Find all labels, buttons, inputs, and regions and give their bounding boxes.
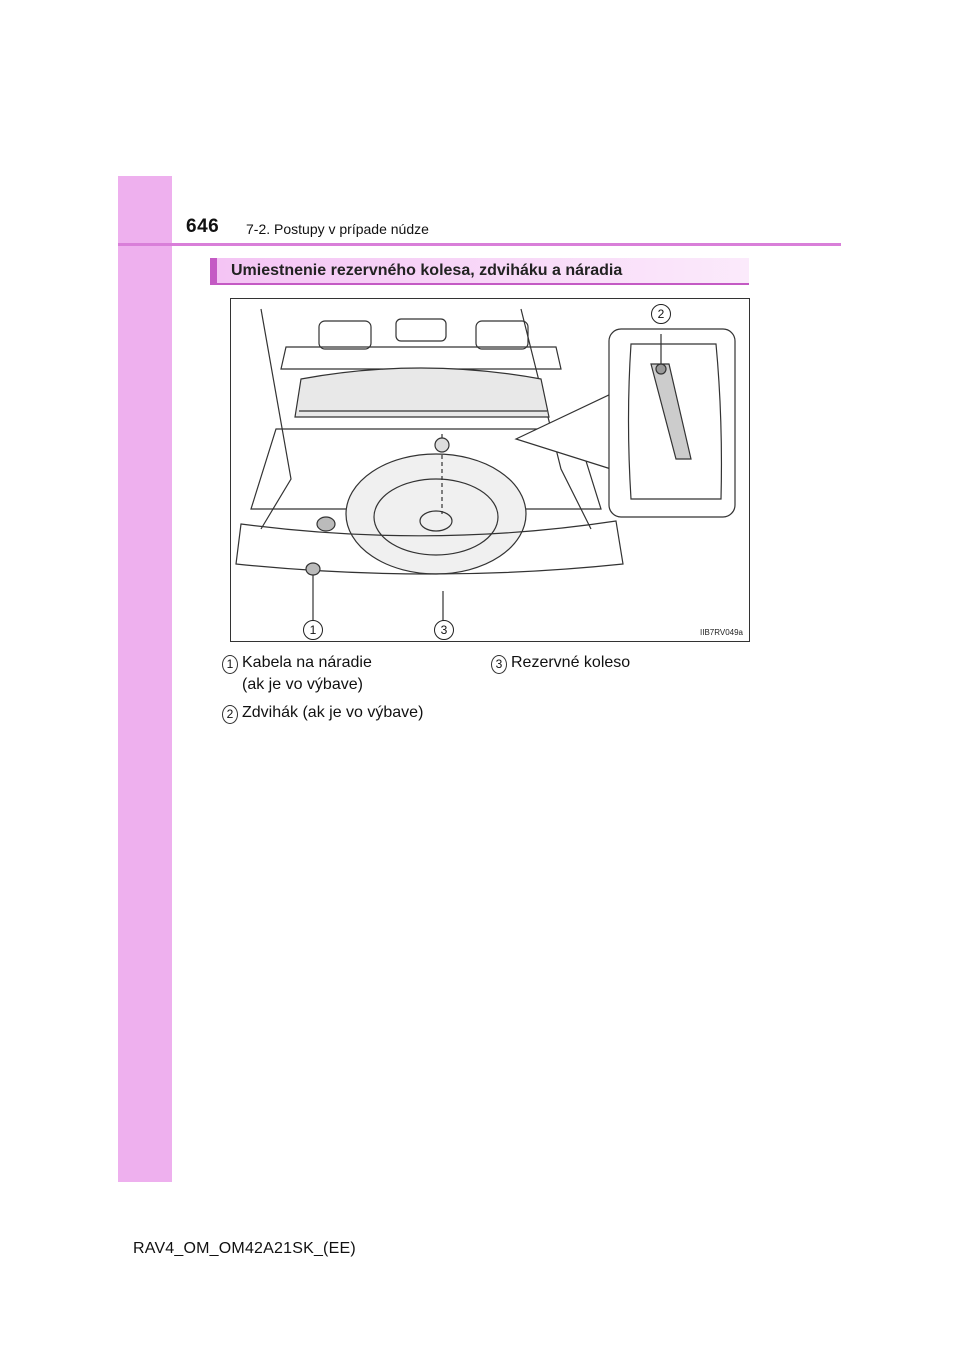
- tool-bag: [317, 517, 335, 531]
- spare-wheel: [346, 454, 526, 574]
- trunk-illustration: [230, 298, 750, 642]
- legend-badge-3: 3: [491, 655, 507, 674]
- header-rule: [118, 243, 841, 246]
- topic-heading-bar: [210, 258, 749, 285]
- side-tab-band: [118, 176, 172, 1182]
- topic-heading: Umiestnenie rezervného kolesa, zdviháku a náradia: [231, 262, 623, 279]
- legend-badge-2: 2: [222, 705, 238, 724]
- headrest-left: [319, 321, 371, 349]
- document-id: RAV4_OM_OM42A21SK_(EE): [133, 1240, 356, 1257]
- parcel-shelf-rear: [281, 347, 561, 369]
- figure-code: IIB7RV049a: [700, 628, 743, 637]
- tonneau-cover: [295, 368, 549, 417]
- legend-text: Rezervné koleso: [511, 654, 631, 671]
- legend-badge-1: 1: [222, 655, 238, 674]
- legend-item-tool-bag: [242, 652, 372, 696]
- callout-3: 3: [434, 620, 454, 640]
- legend-text: Kabela na náradie: [242, 654, 372, 671]
- callout-1: 1: [303, 620, 323, 640]
- headrest-center: [396, 319, 446, 341]
- callout-2: 2: [651, 304, 671, 324]
- section-title: 7-2. Postupy v prípade núdze: [246, 221, 429, 237]
- trunk-drawing: [231, 299, 749, 641]
- legend-text: Zdvihák (ak je vo výbave): [242, 704, 424, 721]
- headrest-right: [476, 321, 528, 349]
- legend-item-jack: [242, 702, 423, 724]
- legend-text: (ak je vo výbave): [242, 676, 363, 693]
- legend-item-spare-wheel: [511, 652, 630, 674]
- page-number: 646: [186, 216, 220, 237]
